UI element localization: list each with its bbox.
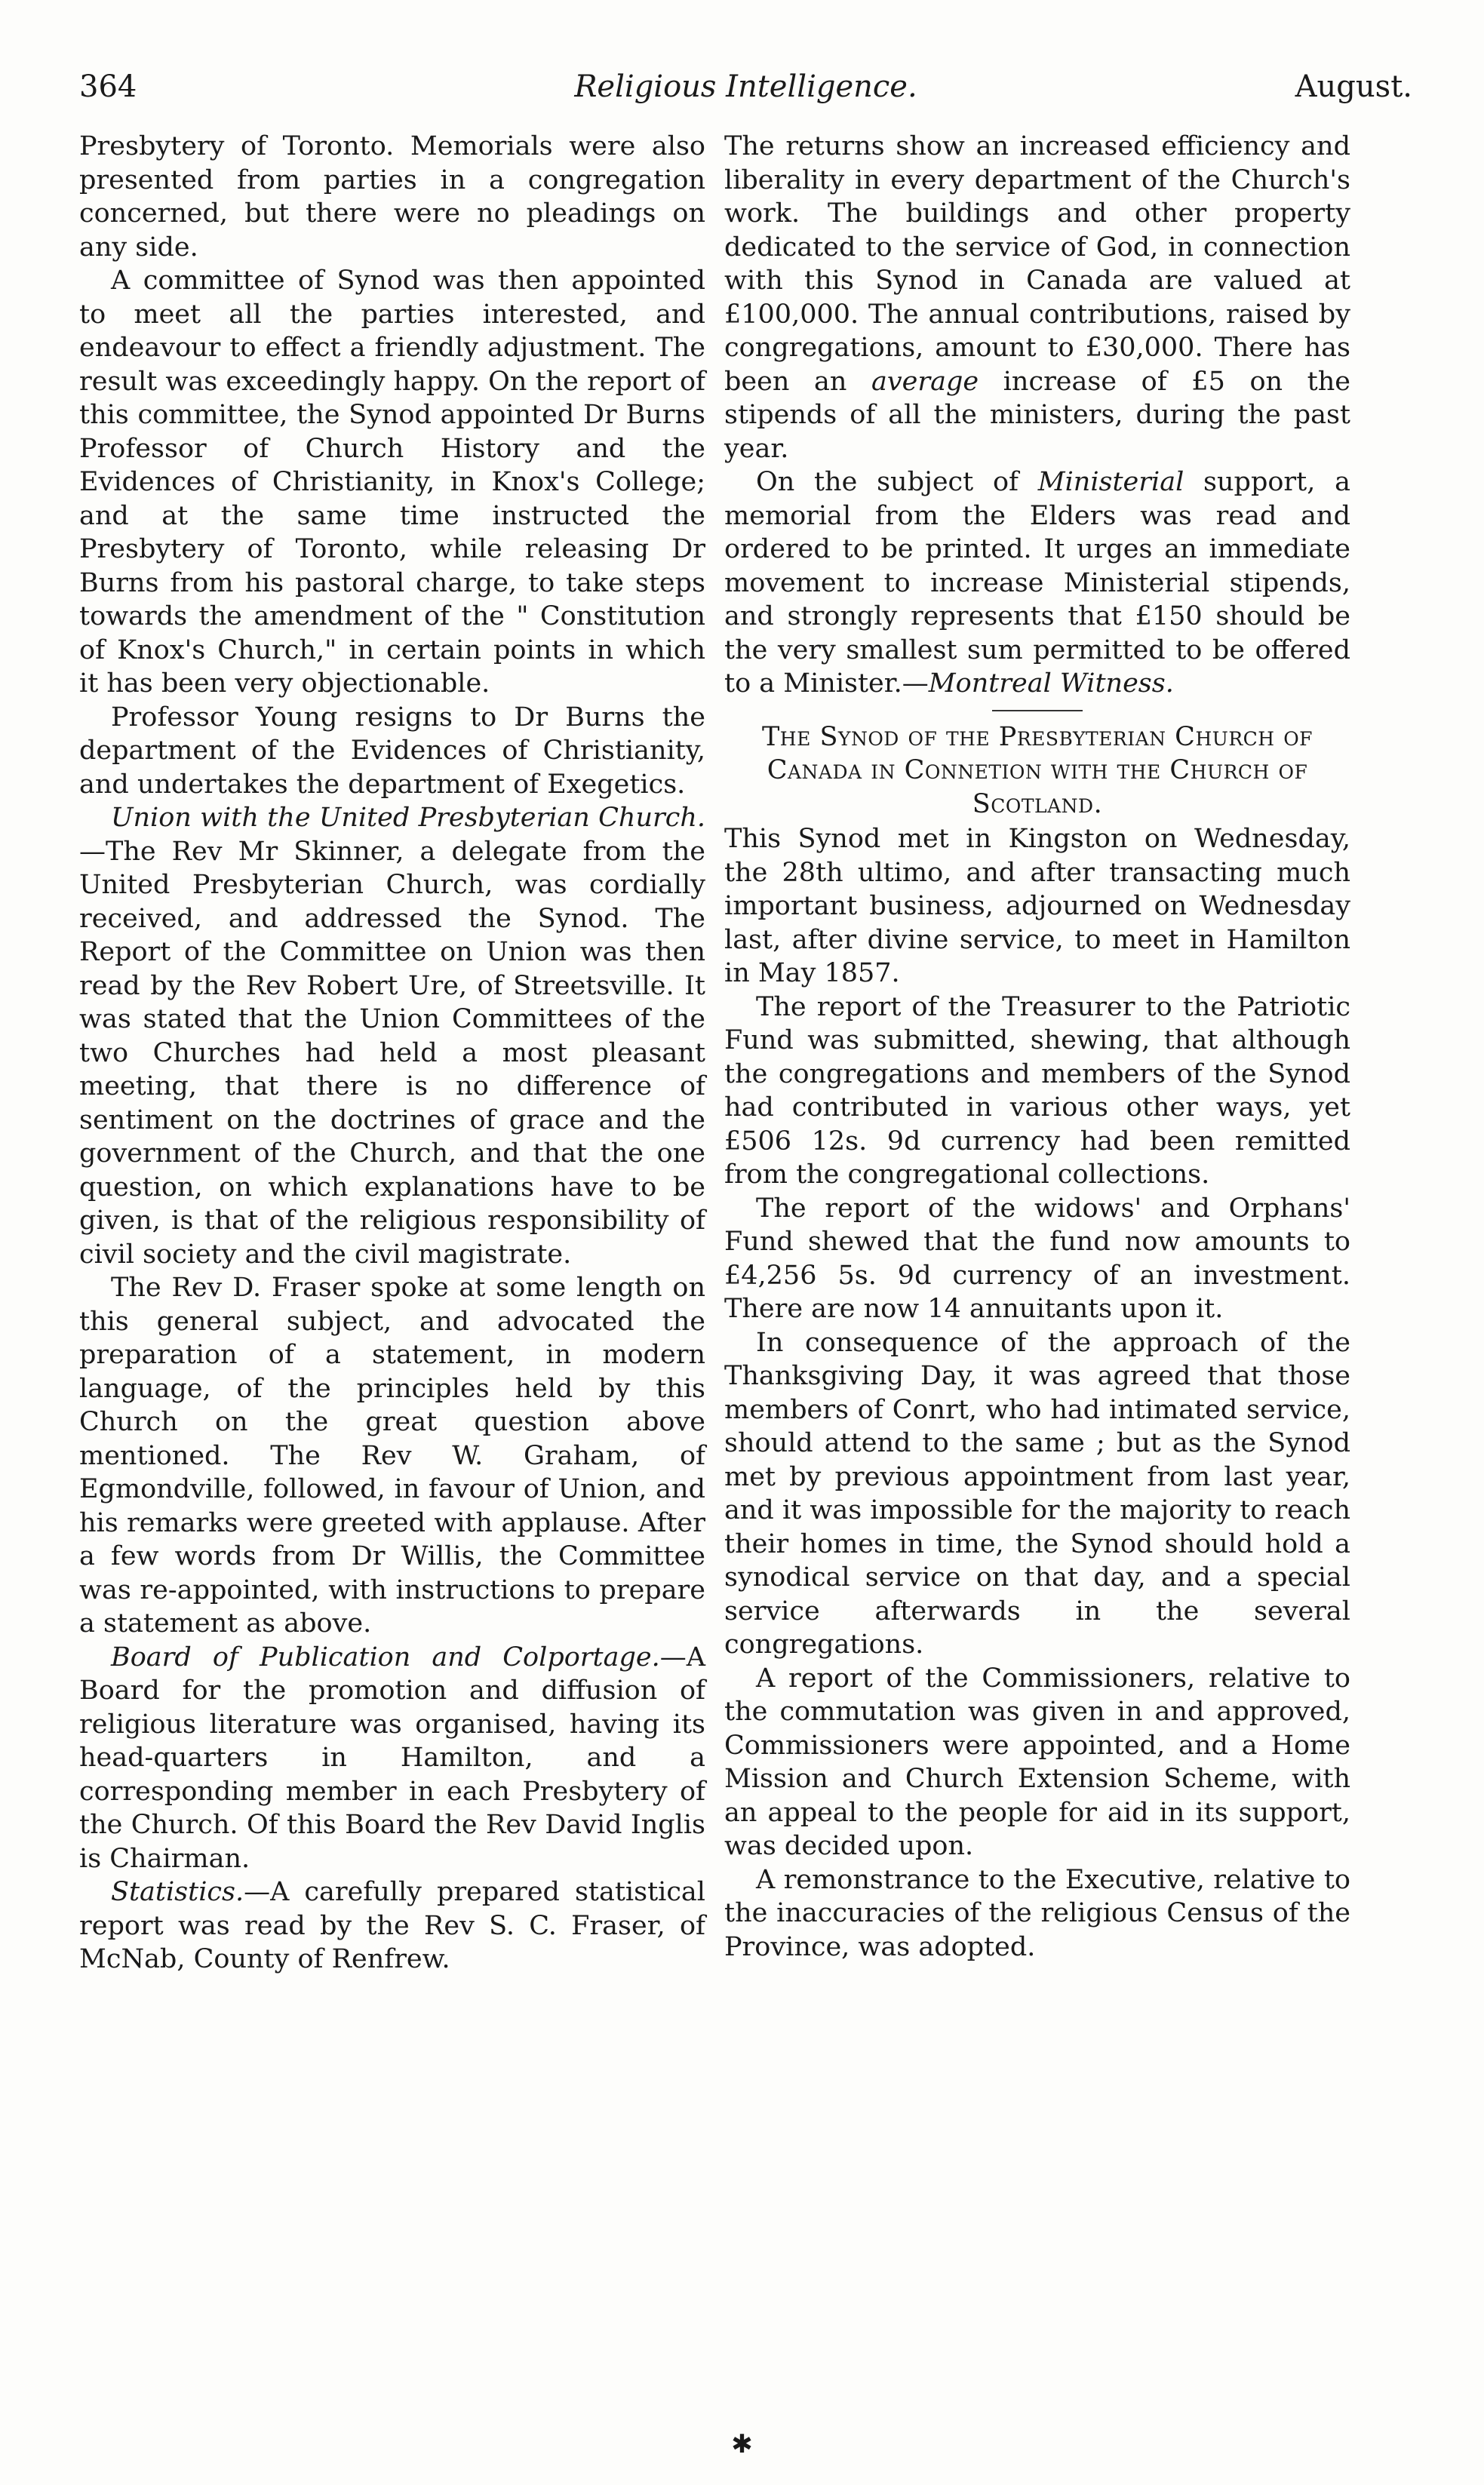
paragraph: The Rev D. Fraser spoke at some length on this general subject, and advocated the preparation of a statement, in modern language, of the principles held by this Church on the great question above mentioned. The Rev W. Graham, of Egmondville, followed, in favour of Union, and his remarks were greeted with applause. After a few words from Dr Willis, the Committee was re-appointed, with instructions to prepare a statement as above. bbox=[79, 1273, 705, 1639]
paragraph bbox=[79, 1641, 705, 1876]
paragraph-lead: Board of Publication and Colportage. bbox=[111, 1642, 660, 1673]
paragraph: In consequence of the approach of the Thanksgiving Day, it was agreed that those members of Conrt, who had intimated service, should attend to the same ; but as the Synod met by previous appointment from last year, and it was impossible for the majority to reach their homes in time, the Synod should hold a synodical service on that day, and a special service afterwards in the several congregations. bbox=[724, 1327, 1350, 1660]
paragraph-body: support, a memorial from the Elders was read and ordered to be printed. It urges an immediate movement to increase Ministerial stipends, and strongly represents that £150 should be the very smallest sum permitted to be offered to a Minister.— bbox=[724, 467, 1350, 699]
paragraph bbox=[724, 465, 1350, 701]
paragraph: A remonstrance to the Executive, relative to the inaccuracies of the religious Census of the Province, was adopted. bbox=[724, 1864, 1350, 1962]
page-header bbox=[79, 69, 1412, 115]
emphasis: average bbox=[871, 366, 979, 397]
paragraph bbox=[79, 801, 705, 1271]
left-column bbox=[79, 130, 705, 1977]
paragraph-body: —A carefully prepared statistical report was read by the Rev S. C. Fraser, of McNab, County of Renfrew. bbox=[79, 1877, 705, 1974]
paragraph: A report of the Commissioners, relative to the commutation was given in and approved, Commissioners were appointed, and a Home Mission and Church Extension Scheme, with an appeal to the people for aid in its support, was decided upon. bbox=[724, 1663, 1350, 1861]
running-title: Religious Intelligence. bbox=[574, 69, 917, 104]
paragraph-body: The returns show an increased efficiency and liberality in every department of the Church's work. The buildings and other property dedicated to the service of God, in connection with this Synod in Canada are valued at £100,000. The annual contributions, raised by congregations, amount to £30,000. There has been an bbox=[724, 131, 1350, 397]
paragraph-body: On the subject of bbox=[756, 467, 1019, 497]
paragraph bbox=[79, 1875, 705, 1977]
paragraph: The report of the Treasurer to the Patriotic Fund was submitted, shewing, that although the congregations and members of the Synod had contributed in various other ways, yet £506 12s. 9d currency had been remitted from the congregational collections. bbox=[724, 991, 1350, 1190]
paragraph bbox=[724, 130, 1350, 465]
header-month: August. bbox=[1295, 69, 1412, 104]
source-citation: Montreal Witness. bbox=[928, 668, 1174, 699]
signature-mark: ✱ bbox=[731, 2429, 753, 2459]
paragraph: A committee of Synod was then appointed to meet all the parties interested, and endeavour to effect a friendly adjustment. The result was exceedingly happy. On the report of this committee, the Synod appointed Dr Burns Professor of Church History and the Evidences of Christianity, in Knox's College; and at the same time instructed the Presbytery of Toronto, while releasing Dr Burns from his pastoral charge, to take steps towards the amendment of the " Constitution of Knox's Church," in certain points in which it has been very objectionable. bbox=[79, 266, 705, 699]
paragraph: Presbytery of Toronto. Memorials were also presented from parties in a congregation concerned, but there were no pleadings on any side. bbox=[79, 131, 705, 263]
paragraph-body: increase of £5 on the stipends of all the ministers, during the past year. bbox=[724, 366, 1350, 464]
paragraph-body: —The Rev Mr Skinner, a delegate from the United Presbyterian Church, was cordially received, and addressed the Synod. The Report of the Committee on Union was then read by the Rev Robert Ure, of Streetsville. It was stated that the Union Committees of the two Churches had held a most pleasant meeting, that there is no difference of sentiment on the doctrines of grace and the government of the Church, and that the one question, on which explanations have to be given, is that of the religious responsibility of civil society and the civil magistrate. bbox=[79, 836, 705, 1270]
paragraph: This Synod met in Kingston on Wednesday, the 28th ultimo, and after transacting much important business, adjourned on Wednesday last, after divine service, to meet in Hamilton in May 1857. bbox=[724, 824, 1350, 988]
right-column bbox=[724, 130, 1350, 1964]
section-divider bbox=[992, 710, 1083, 711]
paragraph-lead: Union with the United Presbyterian Church. bbox=[111, 803, 705, 833]
page-number: 364 bbox=[79, 69, 137, 104]
paragraph: Professor Young resigns to Dr Burns the department of the Evidences of Christianity, and undertakes the department of Exegetics. bbox=[79, 702, 705, 800]
section-heading: The Synod of the Presbyterian Church of Canada in Connetion with the Church of Scotland. bbox=[761, 721, 1313, 819]
paragraph-body: —A Board for the promotion and diffusion of religious literature was organised, having its head-quarters in Hamilton, and a corresponding member in each Presbytery of the Church. Of this Board the Rev David Inglis is Chairman. bbox=[79, 1642, 705, 1874]
emphasis: Ministerial bbox=[1037, 467, 1184, 497]
paragraph: The report of the widows' and Orphans' Fund shewed that the fund now amounts to £4,256 5s. 9d currency of an investment. There are now 14 annuitants upon it. bbox=[724, 1193, 1350, 1324]
paragraph-lead: Statistics. bbox=[111, 1877, 244, 1907]
